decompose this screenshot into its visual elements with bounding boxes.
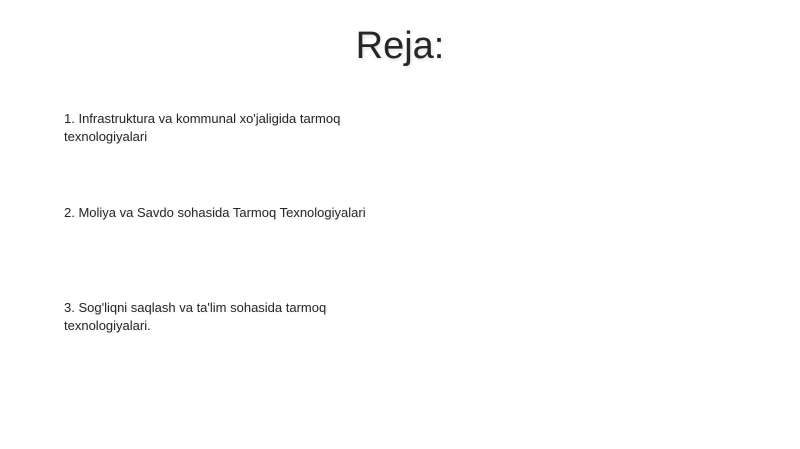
slide-title: Reja: [355, 25, 445, 67]
plan-item-3: 3. Sog'liqni saqlash va ta'lim sohasida tarmoq texnologiyalari. [64, 300, 327, 333]
plan-item-1: 1. Infrastruktura va kommunal xo'jaligida tarmoq texnologiyalari [64, 111, 341, 144]
plan-item-2: 2. Moliya va Savdo sohasida Tarmoq Texnologiyalari [64, 205, 366, 220]
